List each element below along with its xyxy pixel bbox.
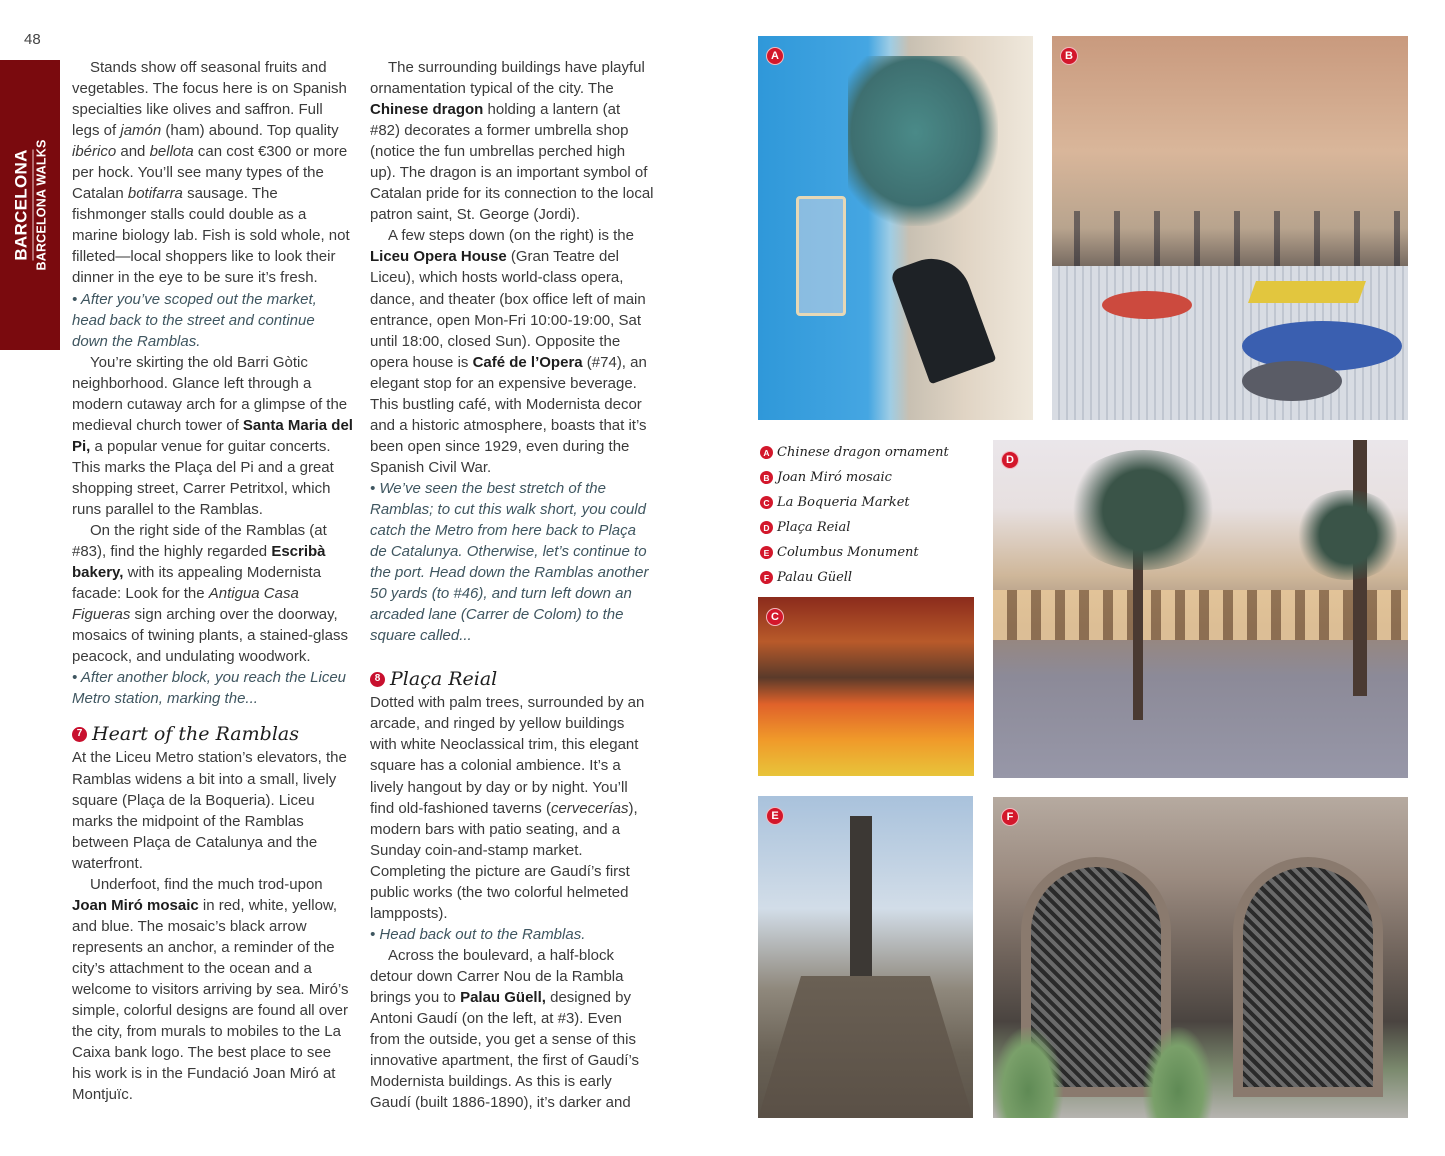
caption-item <box>760 465 985 490</box>
page-number: 48 <box>24 31 41 48</box>
photo-label-badge: D <box>1001 451 1019 469</box>
chapter-subtitle: BARCELONA WALKS <box>34 139 49 271</box>
arch-gate-shape <box>1233 857 1383 1097</box>
section-title: Heart of the Ramblas <box>92 723 299 746</box>
photo-label-badge: B <box>1060 47 1078 65</box>
caption-badge: B <box>760 471 773 484</box>
photo-boqueria-market <box>758 597 974 776</box>
direction-note: • Head back out to the Ramblas. <box>370 925 586 943</box>
direction-note: • After another block, you reach the Liceu Metro station, marking the... <box>72 669 347 708</box>
plant-shape <box>1143 1027 1213 1118</box>
caption-badge: A <box>760 446 773 459</box>
paragraph: On the right side of the Ramblas (at #83), find the highly regarded Escribà bakery, with its appealing Modernista facade: Look for the Antigua Casa Figueras sign arching over the doorway, mosaics of twining plants, a stained-glass peacock, and undulating woodwork. <box>72 522 348 666</box>
arcade-shape <box>993 590 1408 640</box>
caption-text: Columbus Monument <box>777 545 919 560</box>
caption-text: Joan Miró mosaic <box>777 470 892 485</box>
palm-crown-shape <box>1293 490 1403 580</box>
photo-label-badge: A <box>766 47 784 65</box>
paragraph: Across the boulevard, a half-block detour down Carrer Nou de la Rambla brings you to Palau Güell, designed by Antoni Gaudí (on the left, at #3). Even from the outside, you get a sense of this innovative apartment, the first of Gaudí’s Modernista buildings. As this is early Gaudí (built 1886-1890), it’s darker and <box>370 946 640 1112</box>
paragraph: You’re skirting the old Barri Gòtic neighborhood. Glance left through a modern cutaway arch for a glimpse of the medieval church tower of Santa Maria del Pi, a popular venue for guitar concerts. This marks the Plaça del Pi and a great shopping street, Carrer Petritxol, which runs parallel to the Ramblas. <box>72 353 353 518</box>
caption-item <box>760 565 985 590</box>
crowd-shape <box>1052 211 1408 271</box>
section-number-badge: 8 <box>370 672 385 687</box>
text-column-1 <box>72 57 354 1105</box>
section-number-badge: 7 <box>72 727 87 742</box>
photo-miro-mosaic <box>1052 36 1408 420</box>
caption-badge: E <box>760 546 773 559</box>
caption-item <box>760 490 985 515</box>
palm-crown-shape <box>1063 450 1223 570</box>
caption-item <box>760 440 985 465</box>
paragraph: A few steps down (on the right) is the Liceu Opera House (Gran Teatre del Liceu), which hosts world-class opera, dance, and theater (box office left of main entrance, open Mon-Fri 10:00-19:00, Sat until 18:00, closed Sun). Opposite the opera house is Café de l’Opera (#74), an elegant stop for an expensive beverage. This bustling café, with Modernista decor and a historic atmosphere, boasts that it’s been open since 1929, even during the Spanish Civil War. <box>370 227 647 476</box>
caption-badge: C <box>760 496 773 509</box>
caption-text: Plaça Reial <box>777 520 851 535</box>
caption-text: Palau Güell <box>777 570 853 585</box>
text-column-2 <box>370 57 654 1113</box>
photo-captions <box>760 440 985 590</box>
paragraph: Underfoot, find the much trod-upon Joan Miró mosaic in red, white, yellow, and blue. The mosaic’s black arrow represents an anchor, a reminder of the city’s attachment to the ocean and a welcome to visitors arriving by sea. Miró’s simple, colorful designs are found all over the city, from murals to mobiles to the La Caixa bank logo. The best place to see his work is in the Fundació Joan Miró at Montjuïc. <box>72 875 349 1104</box>
plant-shape <box>993 1027 1063 1118</box>
chapter-title: BARCELONA <box>12 149 34 260</box>
paragraph: Stands show off seasonal fruits and vegetables. The focus here is on Spanish specialties like olives and saffron. Full legs of jamón (ham) abound. Top quality ibérico and bellota can cost €300 or more per hock. You’ll see many types of the Catalan botifarra sausage. The fishmonger stalls could double as a marine biology lab. Fish is sold whole, not filleted—local shoppers like to look their dinner in the eye to be sure it’s fresh. <box>72 59 350 287</box>
paragraph: Dotted with palm trees, surrounded by an arcade, and ringed by yellow buildings with white Neoclassical trim, this elegant square has a colonial ambience. It’s a lively hangout by day or by night. You’ll find old-fashioned taverns (cervecerías), modern bars with patio seating, and a Sunday coin-and-stamp market. Completing the picture are Gaudí’s first public works (the two colorful helmeted lampposts). <box>370 694 645 922</box>
photo-label-badge: F <box>1001 808 1019 826</box>
caption-text: La Boqueria Market <box>777 495 910 510</box>
direction-note: • We’ve seen the best stretch of the Ramblas; to cut this walk short, you could catch the Metro from here back to Plaça de Catalunya. Otherwise, let’s continue to the port. Head down the Ramblas another 50 yards (to #46), and turn left down an arcaded lane (Carrer de Colom) to the square called... <box>370 479 649 645</box>
photo-placa-reial <box>993 440 1408 778</box>
caption-item <box>760 540 985 565</box>
section-title: Plaça Reial <box>390 668 498 691</box>
caption-item <box>760 515 985 540</box>
section-heading-7 <box>72 721 354 747</box>
mosaic-red-shape <box>1102 291 1192 319</box>
chapter-tab-text <box>12 139 49 270</box>
chapter-tab <box>0 60 60 350</box>
direction-note: • After you’ve scoped out the market, head back to the street and continue down the Ramblas. <box>72 290 317 350</box>
mosaic-yellow-shape <box>1248 281 1366 303</box>
column-shape <box>850 816 872 996</box>
photo-chinese-dragon <box>758 36 1033 420</box>
dragon-shape <box>848 56 998 226</box>
photo-palau-guell <box>993 797 1408 1118</box>
monument-base-shape <box>758 976 973 1118</box>
caption-badge: D <box>760 521 773 534</box>
paragraph: At the Liceu Metro station’s elevators, the Ramblas widens a bit into a small, lively square (Plaça de la Boqueria). Liceu marks the midpoint of the Ramblas between Plaça de Catalunya and the waterfront. <box>72 749 347 872</box>
photo-label-badge: E <box>766 807 784 825</box>
photo-label-badge: C <box>766 608 784 626</box>
paragraph: The surrounding buildings have playful ornamentation typical of the city. The Chinese dragon holding a lantern (at #82) decorates a former umbrella shop (notice the fun umbrellas perched high up). The dragon is an important symbol of Catalan pride for its connection to the local patron saint, St. George (Jordi). <box>370 59 654 224</box>
lantern-shape <box>796 196 846 316</box>
caption-badge: F <box>760 571 773 584</box>
mosaic-dark-shape <box>1242 361 1342 401</box>
umbrella-shape <box>890 248 997 385</box>
photo-columbus-monument <box>758 796 973 1118</box>
section-heading-8 <box>370 666 654 692</box>
caption-text: Chinese dragon ornament <box>777 445 949 460</box>
